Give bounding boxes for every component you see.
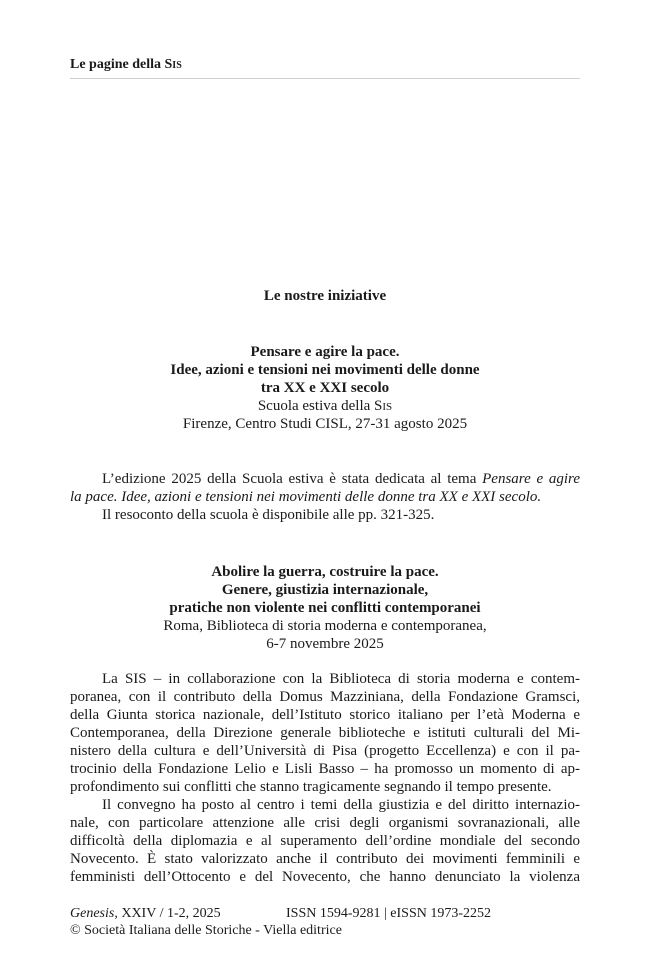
paragraph-1 [70, 470, 580, 524]
event1-title-line: Pensare e agire la pace. [250, 344, 400, 360]
paragraph-line: della Giunta storica nazionale, dell’Istituto storico italiano per l’età Moderna e [70, 707, 580, 723]
event1-title-line: Idee, azioni e tensioni nei movimenti delle donne [170, 362, 480, 378]
footer-copyright: © Società Italiana delle Storiche - Viella editrice [70, 923, 342, 938]
paragraph-line: profondimento sui conflitti che stanno tragicamente segnando il tempo presente. [70, 779, 552, 795]
event2-title-line: pratiche non violente nei conflitti contemporanei [169, 600, 481, 616]
event1-title-line: tra XX e XXI secolo [260, 380, 390, 396]
paragraph-line: Novecento. È stato valorizzato anche il contributo dei movimenti femminili e [70, 851, 580, 867]
running-head-sis: Sis [164, 57, 182, 72]
event1-subtitle: Scuola estiva della Sis [257, 398, 393, 414]
event1-heading [70, 343, 580, 433]
section-title: Le nostre iniziative [263, 288, 387, 304]
event1-location: Firenze, Centro Studi CISL, 27-31 agosto 2025 [182, 416, 468, 432]
event2-title-line: Genere, giustizia internazionale, [221, 582, 429, 598]
event2-location-line: 6-7 novembre 2025 [266, 636, 384, 652]
paragraph-line: Contemporanea, della Direzione generale biblioteche e istituti culturali del Mi- [70, 725, 580, 741]
footer-issn: ISSN 1594-9281 | eISSN 1973-2252 [286, 906, 492, 921]
paragraph-line: poranea, con il contributo della Domus Mazziniana, della Fondazione Gramsci, [70, 689, 580, 705]
paragraph-line: nale, con particolare attenzione alle crisi degli organismi sovranazionali, alle [70, 815, 580, 831]
paragraph-line: la pace. Idee, azioni e tensioni nei movimenti delle donne tra XX e XXI secolo. [70, 489, 542, 505]
paragraph-line: difficoltà della diplomazia e al superamento dell’ordine mondiale del secondo [70, 833, 580, 849]
paragraph-line: L’edizione 2025 della Scuola estiva è stata dedicata al tema Pensare e agire [102, 471, 580, 487]
paragraph-line: Il resoconto della scuola è disponibile alle pp. 321-325. [102, 507, 435, 523]
event2-heading [70, 563, 580, 653]
paragraph-line: La SIS – in collaborazione con la Biblioteca di storia moderna e contem- [102, 671, 580, 687]
paragraph-line: femministi dell’Ottocento e del Novecento, che hanno denunciato la violenza [70, 869, 580, 885]
paragraph-line: trocinio della Fondazione Lelio e Lisli Basso – ha promosso un momento di ap- [70, 761, 580, 777]
header-rule [70, 78, 580, 79]
paragraph-2 [70, 670, 580, 886]
event2-location-line: Roma, Biblioteca di storia moderna e contemporanea, [163, 618, 487, 634]
journal-name: Genesis [70, 906, 115, 921]
running-head-text: Le pagine della [70, 57, 165, 72]
paragraph-line: Il convegno ha posto al centro i temi della giustizia e del diritto internazio- [102, 797, 580, 813]
running-head [70, 57, 182, 73]
paragraph-line: nistero della cultura e dell’Università di Pisa (progetto Eccellenza) e con il pa- [70, 743, 580, 759]
event2-title-line: Abolire la guerra, costruire la pace. [211, 564, 439, 580]
journal-volume: , XXIV / 1-2, 2025 [114, 906, 221, 921]
footer [70, 905, 580, 939]
